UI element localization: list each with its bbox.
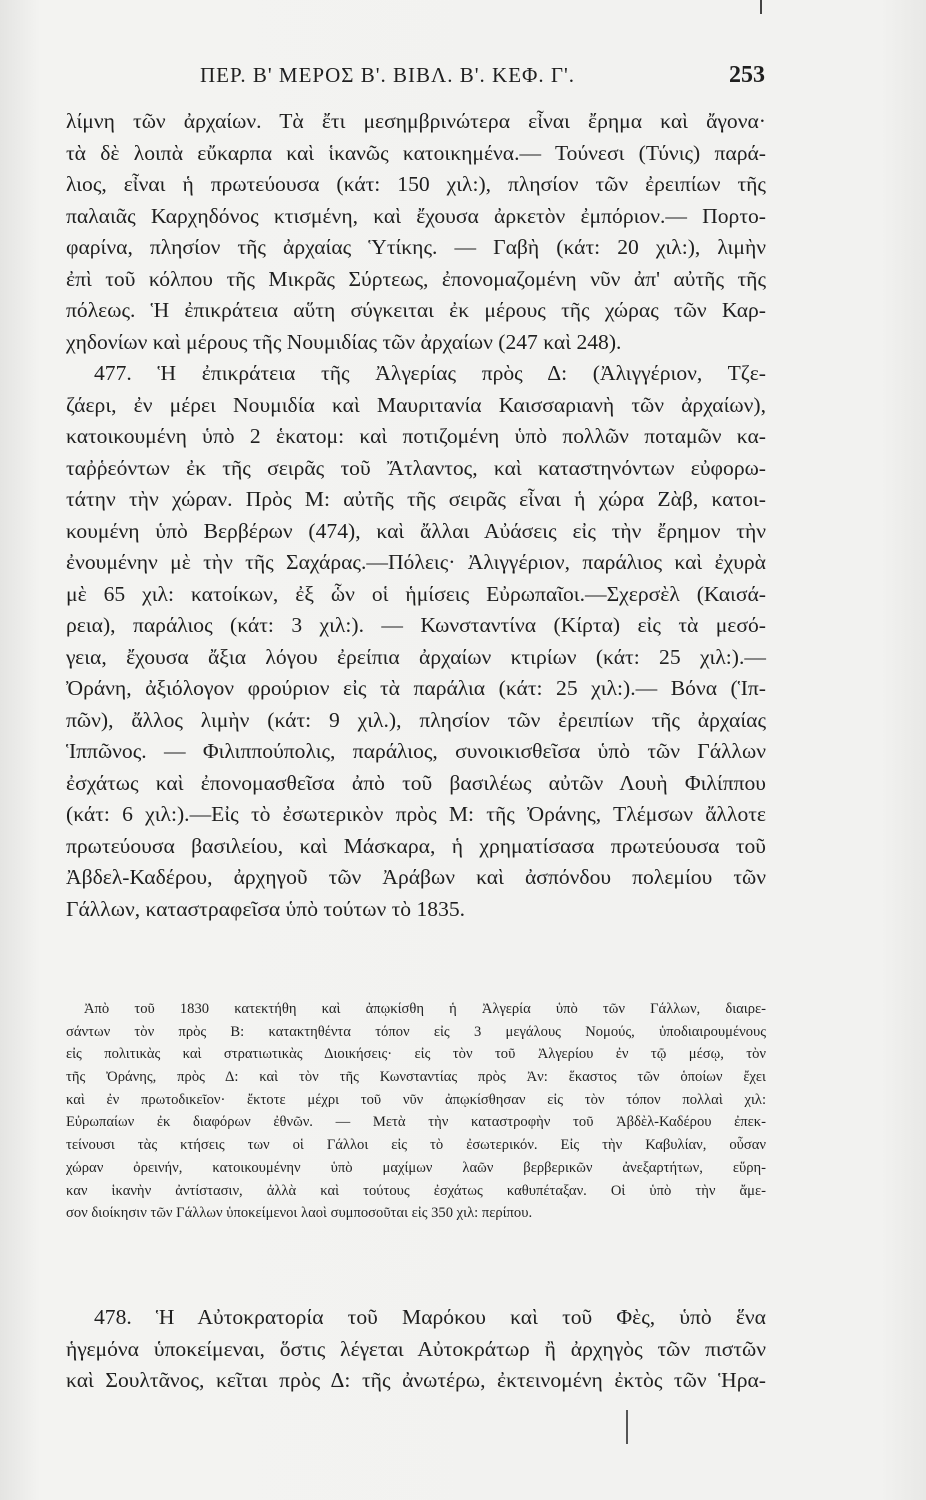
text-line: τάτην τὴν χώραν. Πρὸς Μ: αὐτῆς τῆς σειρᾶς εἶναι ἡ χώρα Ζὰβ, κατοι-: [66, 487, 766, 511]
section-478-start: 478. Ἡ Αὐτοκρατορία τοῦ Μαρόκου καὶ τοῦ Φὲς, ὑπὸ ἕνα: [94, 1305, 766, 1329]
text-line: κουμένη ὑπὸ Βερβέρων (474), καὶ ἄλλαι Αὐάσεις εἰς τὴν ἔρημον τὴν: [66, 518, 766, 543]
text-line: Ἱππῶνος. — Φιλιππούπολις, παράλιος, συνοικισθεῖσα ὑπὸ τῶν Γάλλων: [66, 739, 766, 763]
running-head: ΠΕΡ. Β' ΜΕΡΟΣ Β'. ΒΙΒΛ. Β'. ΚΕΦ. Γ'.: [200, 63, 576, 87]
text-line: μὲ 65 χιλ: κατοίκων, ἐξ ὧν οἱ ἡμίσεις Εὐρωπαῖοι.—Σχερσὲλ (Καισά-: [66, 581, 766, 606]
text-line: Ἀβδελ-Καδέρου, ἀρχηγοῦ τῶν Ἀράβων καὶ ἀσπόνδου πολεμίου τῶν: [66, 865, 766, 889]
text-line: Γάλλων, καταστραφεῖσα ὑπὸ τούτων τὸ 1835.: [66, 896, 466, 921]
text-line: κατοικουμένη ὑπὸ 2 ἑκατομ: καὶ ποτιζομένη ὑπὸ πολλῶν ποταμῶν κα-: [66, 424, 766, 448]
text-line: λιος, εἶναι ἡ πρωτεύουσα (κάτ: 150 χιλ:), πλησίον τῶν ἐρειπίων τῆς: [66, 172, 766, 196]
footnote-line: εἰς πολιτικὰς καὶ στρατιωτικὰς Διοικήσεις· εἰς τὸν τοῦ Ἀλγερίου ἐν τῷ μέσῳ, τὸν: [66, 1046, 766, 1063]
text-line: ἡγεμόνα ὑποκείμεναι, ὅστις λέγεται Αὐτοκράτωρ ἢ ἀρχηγὸς τῶν πιστῶν: [66, 1336, 766, 1361]
page-edge-mark: [760, 0, 762, 14]
text-line: πῶν), ἄλλος λιμὴν (κάτ: 9 χιλ.), πλησίον τῶν ἐρειπίων τῆς ἀρχαίας: [66, 707, 766, 732]
text-line: ταῤῥεόντων ἐκ τῆς σειρᾶς τοῦ Ἄτλαντος, καὶ καταστηνόντων εὐφορω-: [66, 455, 766, 480]
text-line: πρωτεύουσα βασιλείου, καὶ Μάσκαρα, ἡ χρηματίσασα πρωτεύουσα τοῦ: [66, 833, 766, 858]
text-line: φαρίνα, πλησίον τῆς ἀρχαίας Ὑτίκης. — Γαβὴ (κάτ: 20 χιλ:), λιμὴν: [66, 235, 766, 259]
text-line: παλαιᾶς Καρχηδόνος κτισμένη, καὶ ἔχουσα ἀρκετὸν ἐμπόριον.— Πορτο-: [66, 203, 766, 228]
text-line: καὶ Σουλτᾶνος, κεῖται πρὸς Δ: τῆς ἀνωτέρω, ἐκτεινομένη ἐκτὸς τῶν Ἡρα-: [66, 1368, 766, 1392]
text-line: (κάτ: 6 χιλ:).—Εἰς τὸ ἐσωτερικὸν πρὸς Μ: τῆς Ὀράνης, Τλέμσων ἄλλοτε: [66, 802, 766, 826]
footnote-line: καν ἱκανὴν ἀντίστασιν, ἀλλὰ καὶ τούτους ἐσχάτως καθυπέταξαν. Οἱ ὑπὸ τὴν ἄμε-: [66, 1182, 766, 1199]
page-header: [200, 62, 765, 98]
section-478: [66, 1302, 766, 1397]
text-line: ζάερι, ἐν μέρει Νουμιδία καὶ Μαυριτανία Καισσαριανὴ τῶν ἀρχαίων),: [66, 392, 766, 417]
text-line: τὰ δὲ λοιπὰ εὔκαρπα καὶ ἱκανῶς κατοικημένα.— Τούνεσι (Τύνις) παρά-: [66, 140, 766, 165]
text-line: ἐσχάτως καὶ ἐπονομασθεῖσα ἀπὸ τοῦ βασιλέως αὐτῶν Λουὴ Φιλίππου: [66, 770, 766, 795]
text-line: ἐπὶ τοῦ κόλπου τῆς Μικρᾶς Σύρτεως, ἐπονομαζομένη νῦν ἀπ' αὐτῆς τῆς: [66, 266, 766, 291]
page-mark: [626, 1410, 628, 1444]
footnote-block: [66, 998, 766, 1225]
footnote-line: τείνουσι τὰς κτήσεις των οἱ Γάλλοι εἰς τὸ ἐσωτερικόν. Εἰς τὴν Καβυλίαν, οὖσαν: [66, 1137, 766, 1154]
text-line: Ὀράνη, ἀξιόλογον φρούριον εἰς τὰ παράλια (κάτ: 25 χιλ:).— Βόνα (Ἱπ-: [66, 676, 766, 700]
text-line: γεια, ἔχουσα ἄξια λόγου ἐρείπια ἀρχαίων κτιρίων (κάτ: 25 χιλ:).—: [66, 644, 766, 669]
text-line: ἐνουμένην μὲ τὴν τῆς Σαχάρας.—Πόλεις· Ἀλιγγέριον, παράλιος καὶ ἐχυρὰ: [66, 550, 766, 574]
footnote-line: χώραν ὀρεινήν, κατοικουμένην ὑπὸ μαχίμων λαῶν βερβερικῶν ἀνεξαρτήτων, εὕρη-: [66, 1159, 766, 1176]
text-line: λίμνη τῶν ἀρχαίων. Τὰ ἔτι μεσημβρινώτερα εἶναι ἔρημα καὶ ἄγονα·: [66, 109, 766, 133]
text-line: πόλεως. Ἡ ἐπικράτεια αὕτη σύγκειται ἐκ μέρους τῆς χώρας τῶν Καρ-: [66, 298, 766, 322]
footnote-line: τῆς Ὀράνης, πρὸς Δ: καὶ τὸν τῆς Κωνσταντίας πρὸς Ἀν: ἕκαστος τῶν ὁποίων ἔχει: [66, 1069, 766, 1086]
main-text: [66, 106, 766, 925]
page-number: 253: [729, 62, 765, 88]
section-477-start: 477. Ἡ ἐπικράτεια τῆς Ἀλγερίας πρὸς Δ: (Ἀλιγγέριον, Τζε-: [94, 361, 766, 385]
text-line: ρεια), παράλιος (κάτ: 3 χιλ:). — Κωνσταντίνα (Κίρτα) εἰς τὰ μεσό-: [66, 613, 766, 637]
footnote-line: Ἀπὸ τοῦ 1830 κατεκτήθη καὶ ἀπῳκίσθη ἡ Ἀλγερία ὑπὸ τῶν Γάλλων, διαιρε-: [84, 1001, 766, 1017]
footnote-line: σάντων τὸν πρὸς Β: κατακτηθέντα τόπον εἰς 3 μεγάλους Νομούς, ὑποδιαιρουμένους: [66, 1023, 766, 1040]
footnote-line: σον διοίκησιν τῶν Γάλλων ὑποκείμενοι λαοὶ συμποσοῦται εἰς 350 χιλ: περίπου.: [66, 1205, 533, 1222]
text-line: χηδονίων καὶ μέρους τῆς Νουμιδίας τῶν ἀρχαίων (247 καὶ 248).: [66, 329, 622, 354]
footnote-line: Εὐρωπαίων ἐκ διαφόρων ἐθνῶν. — Μετὰ τὴν καταστροφὴν τοῦ Ἀβδὲλ-Καδέρου ἐπεκ-: [66, 1114, 766, 1131]
footnote-line: καὶ ἐν πρωτοδικεῖον· ἔκτοτε μέχρι τοῦ νῦν ἀπῳκίσθησαν εἰς τὸν τόπον πολλαὶ χιλ:: [66, 1091, 766, 1108]
